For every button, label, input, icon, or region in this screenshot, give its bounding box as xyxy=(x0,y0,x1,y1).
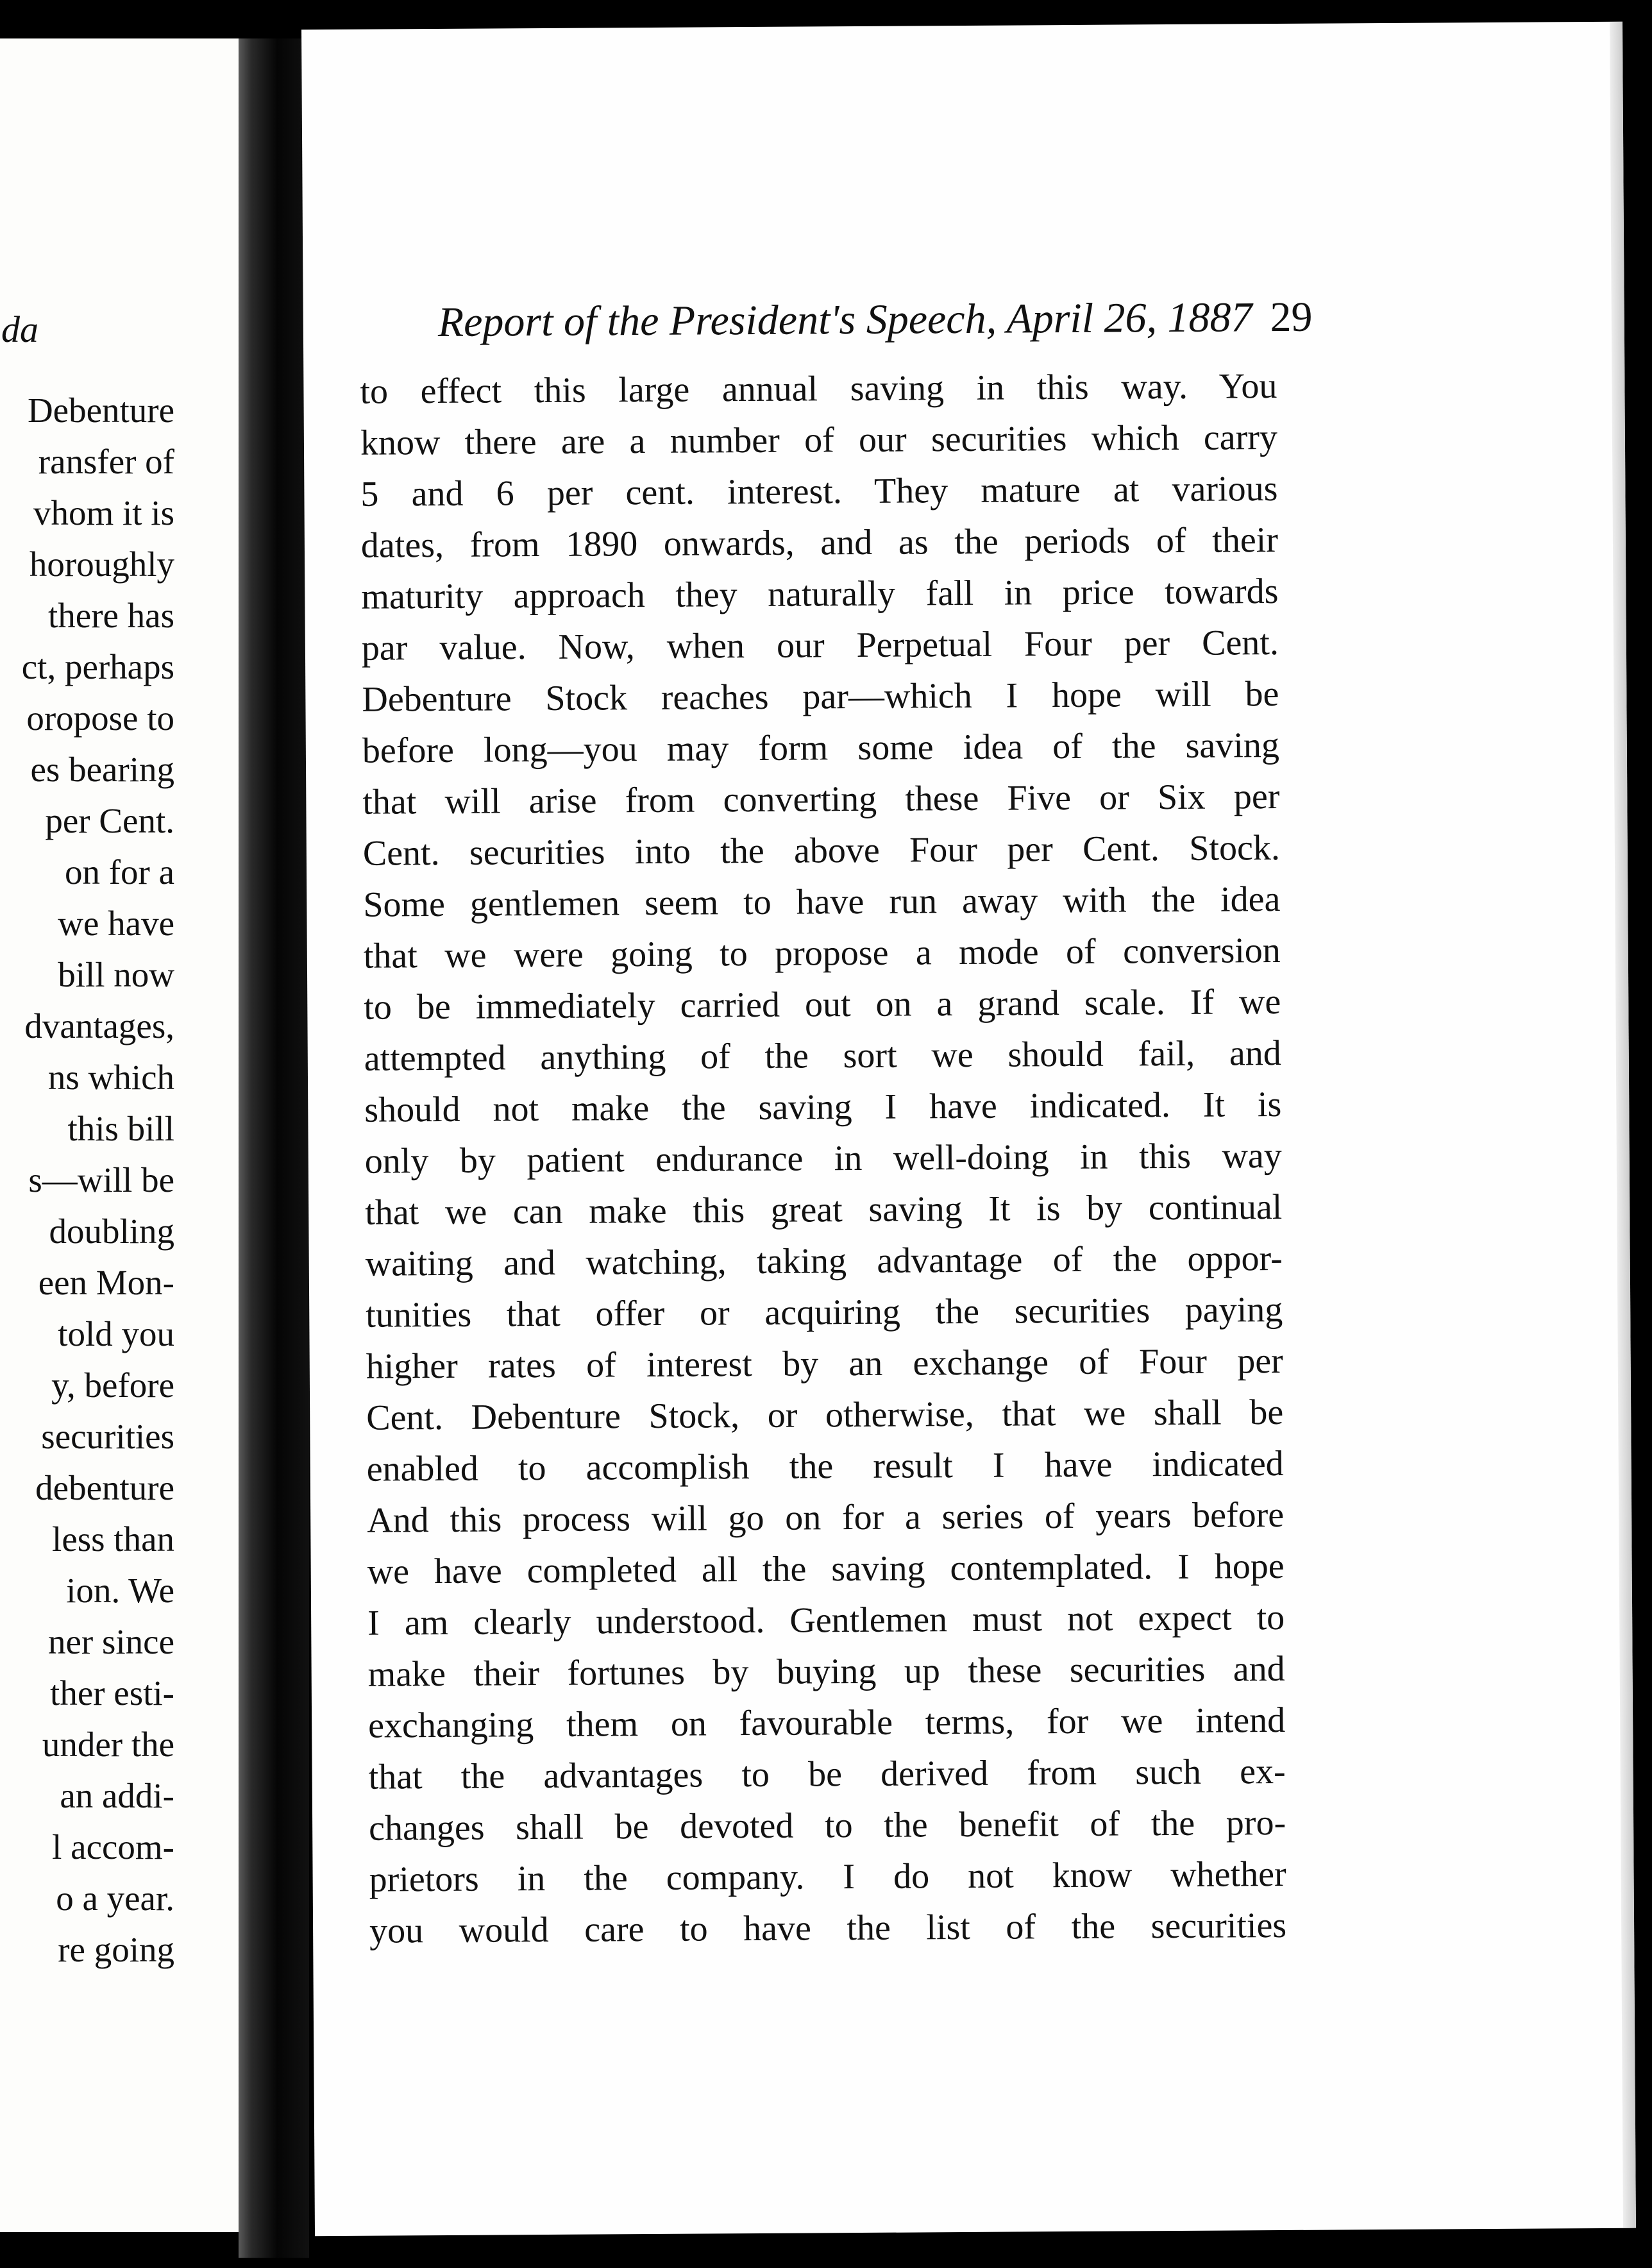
left-text-line: securities xyxy=(41,1417,174,1456)
text-line: know there are a number of our securities which carry xyxy=(360,418,1278,463)
text-line: Cent. Debenture Stock, or otherwise, that we shall be xyxy=(366,1392,1284,1438)
left-text-line: l accom- xyxy=(52,1827,174,1866)
left-text-line: debenture xyxy=(35,1468,174,1507)
left-text-line: less than xyxy=(52,1519,174,1559)
left-text-line: ther esti- xyxy=(50,1673,174,1713)
text-line: prietors in the company. I do not know whether xyxy=(369,1854,1286,1900)
left-text-line: on for a xyxy=(64,852,174,892)
left-text-line: per Cent. xyxy=(45,801,174,840)
text-line: And this process will go on for a series of years before xyxy=(367,1494,1285,1541)
text-line: Some gentlemen seem to have run away with the idea xyxy=(363,879,1281,925)
text-line: I am clearly understood. Gentlemen must not expect to xyxy=(367,1597,1285,1643)
left-text-line: there has xyxy=(48,596,174,635)
text-line: enabled to accomplish the result I have indicated xyxy=(366,1443,1284,1489)
page-edge xyxy=(1610,22,1636,2228)
left-text-line: told you xyxy=(58,1314,174,1353)
text-line: attempted anything of the sort we should fail, and xyxy=(364,1033,1281,1079)
left-text-line: under the xyxy=(42,1725,174,1764)
left-text-line: an addi- xyxy=(60,1776,174,1815)
text-line: Debenture Stock reaches par—which I hope will be xyxy=(362,674,1279,720)
text-line: that we were going to propose a mode of conversion xyxy=(363,930,1281,976)
text-line: make their fortunes by buying up these securities and xyxy=(367,1648,1285,1695)
text-line: tunities that offer or acquiring the securities paying xyxy=(366,1289,1283,1335)
left-page-header-fragment: da xyxy=(1,309,38,350)
left-text-line: o a year. xyxy=(56,1879,174,1918)
left-text-line: ransfer of xyxy=(38,442,174,481)
left-text-line: bill now xyxy=(58,955,174,994)
left-page xyxy=(0,38,239,2232)
body-text xyxy=(360,360,1286,1957)
left-text-line: vhom it is xyxy=(33,493,174,532)
left-text-line: doubling xyxy=(49,1212,174,1251)
left-text-line: ner since xyxy=(48,1622,174,1661)
text-line: dates, from 1890 onwards, and as the periods of their xyxy=(360,520,1279,566)
text-line: that the advantages to be derived from such ex- xyxy=(368,1751,1286,1797)
text-line: only by patient endurance in well-doing in this way xyxy=(364,1135,1282,1181)
left-text-line: oropose to xyxy=(26,698,174,738)
left-text-line: ion. We xyxy=(66,1571,174,1610)
left-text-line: this bill xyxy=(67,1109,174,1148)
text-line: Cent. securities into the above Four per Cent. Stock. xyxy=(362,827,1281,874)
text-line: maturity approach they naturally fall in price towards xyxy=(361,571,1279,617)
left-text-line: ct, perhaps xyxy=(21,647,174,686)
left-text-line: we have xyxy=(58,904,174,943)
book-gutter-shadow xyxy=(239,38,309,2258)
text-line: changes shall be devoted to the benefit of the pro- xyxy=(368,1802,1286,1849)
text-line: to effect this large annual saving in this way. You xyxy=(360,366,1277,412)
text-line: we have completed all the saving contemplated. I hope xyxy=(367,1546,1285,1592)
text-line: 5 and 6 per cent. interest. They mature at various xyxy=(360,469,1278,514)
left-text-line: een Mon- xyxy=(38,1263,174,1302)
right-page xyxy=(301,22,1636,2237)
page-number: 29 xyxy=(1270,293,1313,341)
left-text-line: y, before xyxy=(51,1366,174,1405)
left-text-line: ns which xyxy=(47,1058,174,1097)
left-page-text xyxy=(22,385,174,1976)
text-line: before long—you may form some idea of the saving xyxy=(362,725,1280,771)
text-line: exchanging them on favourable terms, for we intend xyxy=(367,1700,1286,1746)
left-text-line: horoughly xyxy=(29,545,174,584)
text-line: par value. Now, when our Perpetual Four per Cent. xyxy=(361,623,1279,668)
left-text-line: Debenture xyxy=(27,391,174,430)
text-line: that we can make this great saving It is by continual xyxy=(365,1187,1283,1233)
left-text-line: re going xyxy=(58,1930,174,1969)
running-head-title: Report of the President's Speech, April 26, 1887 xyxy=(437,294,1252,346)
text-line: waiting and watching, taking advantage of the oppor- xyxy=(365,1238,1283,1284)
text-line: that will arise from converting these Five or Six per xyxy=(362,776,1280,822)
left-text-line: es bearing xyxy=(30,750,174,789)
text-line: to be immediately carried out on a grand scale. If we xyxy=(364,981,1281,1028)
left-text-line: dvantages, xyxy=(24,1006,174,1045)
text-line: higher rates of interest by an exchange of Four per xyxy=(366,1341,1283,1387)
running-head xyxy=(438,291,1592,347)
left-text-line: s—will be xyxy=(28,1160,174,1199)
text-line: you would care to have the list of the securities xyxy=(369,1905,1287,1951)
text-line: should not make the saving I have indicated. It is xyxy=(364,1084,1282,1130)
